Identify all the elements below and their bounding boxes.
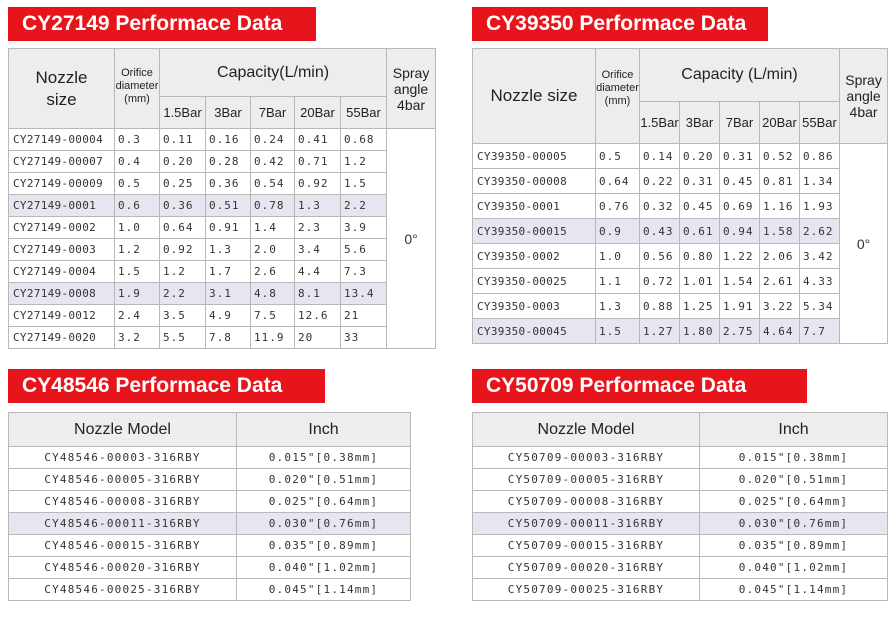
pressure-header: 55Bar bbox=[341, 97, 387, 129]
nozzle-size-cell: CY27149-0020 bbox=[9, 327, 115, 349]
cy50709-performance-table bbox=[472, 412, 888, 601]
capacity-cell: 0.80 bbox=[680, 244, 720, 269]
capacity-cell: 2.2 bbox=[341, 195, 387, 217]
nozzle-size-cell: CY39350-0003 bbox=[473, 294, 596, 319]
capacity-header: Capacity (L/min) bbox=[640, 49, 840, 102]
table-row bbox=[9, 173, 436, 195]
capacity-cell: 1.5 bbox=[341, 173, 387, 195]
nozzle-size-cell: CY39350-00008 bbox=[473, 169, 596, 194]
capacity-cell: 4.4 bbox=[295, 261, 341, 283]
nozzle-size-cell: CY27149-0012 bbox=[9, 305, 115, 327]
table-row bbox=[9, 469, 411, 491]
table-row bbox=[473, 169, 888, 194]
capacity-cell: 1.3 bbox=[206, 239, 251, 261]
cy50709-title: CY50709 Performace Data bbox=[472, 369, 807, 403]
orifice-diameter-header: Orifice diameter (mm) bbox=[115, 49, 160, 129]
capacity-cell: 0.52 bbox=[760, 144, 800, 169]
orifice-cell: 0.76 bbox=[596, 194, 640, 219]
capacity-header: Capacity(L/min) bbox=[160, 49, 387, 97]
capacity-cell: 0.11 bbox=[160, 129, 206, 151]
table-row bbox=[9, 447, 411, 469]
capacity-cell: 3.9 bbox=[341, 217, 387, 239]
capacity-cell: 2.0 bbox=[251, 239, 295, 261]
capacity-cell: 1.54 bbox=[720, 269, 760, 294]
capacity-cell: 2.62 bbox=[800, 219, 840, 244]
capacity-cell: 1.80 bbox=[680, 319, 720, 344]
capacity-cell: 1.2 bbox=[341, 151, 387, 173]
pressure-header: 20Bar bbox=[760, 102, 800, 144]
table-row bbox=[473, 557, 888, 579]
pressure-header: 20Bar bbox=[295, 97, 341, 129]
nozzle-size-cell: CY27149-0001 bbox=[9, 195, 115, 217]
capacity-cell: 1.58 bbox=[760, 219, 800, 244]
nozzle-size-cell: CY39350-0001 bbox=[473, 194, 596, 219]
table-row bbox=[9, 305, 436, 327]
table-row bbox=[9, 283, 436, 305]
table-row bbox=[473, 219, 888, 244]
capacity-cell: 2.61 bbox=[760, 269, 800, 294]
capacity-cell: 1.7 bbox=[206, 261, 251, 283]
table-row bbox=[9, 557, 411, 579]
nozzle-size-cell: CY27149-0003 bbox=[9, 239, 115, 261]
capacity-cell: 2.06 bbox=[760, 244, 800, 269]
capacity-cell: 1.01 bbox=[680, 269, 720, 294]
capacity-cell: 0.28 bbox=[206, 151, 251, 173]
capacity-cell: 0.78 bbox=[251, 195, 295, 217]
cy39350-performance-table bbox=[472, 48, 888, 344]
orifice-cell: 0.4 bbox=[115, 151, 160, 173]
pressure-header: 3Bar bbox=[680, 102, 720, 144]
nozzle-size-cell: CY27149-00009 bbox=[9, 173, 115, 195]
table-row bbox=[9, 129, 436, 151]
pressure-header: 1.5Bar bbox=[160, 97, 206, 129]
capacity-cell: 0.92 bbox=[160, 239, 206, 261]
pressure-header: 55Bar bbox=[800, 102, 840, 144]
table-row bbox=[9, 579, 411, 601]
capacity-cell: 2.2 bbox=[160, 283, 206, 305]
orifice-diameter-header: Orifice diameter (mm) bbox=[596, 49, 640, 144]
capacity-cell: 1.93 bbox=[800, 194, 840, 219]
orifice-cell: 1.3 bbox=[596, 294, 640, 319]
capacity-cell: 0.51 bbox=[206, 195, 251, 217]
spray-angle-cell: 0° bbox=[840, 144, 888, 344]
inch-cell: 0.030"[0.76mm] bbox=[237, 513, 411, 535]
nozzle-model-cell: CY50709-00020-316RBY bbox=[473, 557, 700, 579]
capacity-cell: 0.32 bbox=[640, 194, 680, 219]
nozzle-model-cell: CY48546-00005-316RBY bbox=[9, 469, 237, 491]
nozzle-model-cell: CY50709-00008-316RBY bbox=[473, 491, 700, 513]
capacity-cell: 4.33 bbox=[800, 269, 840, 294]
table-row bbox=[9, 195, 436, 217]
orifice-cell: 3.2 bbox=[115, 327, 160, 349]
capacity-cell: 7.8 bbox=[206, 327, 251, 349]
capacity-cell: 5.34 bbox=[800, 294, 840, 319]
capacity-cell: 1.22 bbox=[720, 244, 760, 269]
orifice-cell: 0.3 bbox=[115, 129, 160, 151]
cy48546-performance-table bbox=[8, 412, 411, 601]
inch-cell: 0.020"[0.51mm] bbox=[237, 469, 411, 491]
nozzle-model-cell: CY48546-00003-316RBY bbox=[9, 447, 237, 469]
capacity-cell: 0.45 bbox=[720, 169, 760, 194]
capacity-cell: 0.68 bbox=[341, 129, 387, 151]
table-row bbox=[473, 535, 888, 557]
orifice-cell: 1.9 bbox=[115, 283, 160, 305]
capacity-cell: 4.9 bbox=[206, 305, 251, 327]
pressure-header: 7Bar bbox=[251, 97, 295, 129]
capacity-cell: 0.16 bbox=[206, 129, 251, 151]
orifice-cell: 1.5 bbox=[596, 319, 640, 344]
inch-cell: 0.035"[0.89mm] bbox=[700, 535, 888, 557]
table-row bbox=[9, 535, 411, 557]
table-row bbox=[473, 469, 888, 491]
nozzle-size-cell: CY27149-00007 bbox=[9, 151, 115, 173]
nozzle-model-cell: CY48546-00015-316RBY bbox=[9, 535, 237, 557]
cy48546-title: CY48546 Performace Data bbox=[8, 369, 325, 403]
nozzle-size-cell: CY27149-00004 bbox=[9, 129, 115, 151]
table-row bbox=[473, 513, 888, 535]
capacity-cell: 2.6 bbox=[251, 261, 295, 283]
nozzle-model-cell: CY48546-00025-316RBY bbox=[9, 579, 237, 601]
capacity-cell: 0.54 bbox=[251, 173, 295, 195]
inch-cell: 0.020"[0.51mm] bbox=[700, 469, 888, 491]
capacity-cell: 4.8 bbox=[251, 283, 295, 305]
table-row bbox=[473, 244, 888, 269]
table-row bbox=[473, 194, 888, 219]
nozzle-model-header: Nozzle Model bbox=[473, 413, 700, 447]
capacity-cell: 8.1 bbox=[295, 283, 341, 305]
nozzle-model-header: Nozzle Model bbox=[9, 413, 237, 447]
inch-cell: 0.025"[0.64mm] bbox=[237, 491, 411, 513]
capacity-cell: 1.91 bbox=[720, 294, 760, 319]
table-row bbox=[9, 151, 436, 173]
inch-cell: 0.040"[1.02mm] bbox=[237, 557, 411, 579]
capacity-cell: 33 bbox=[341, 327, 387, 349]
capacity-cell: 0.69 bbox=[720, 194, 760, 219]
capacity-cell: 0.61 bbox=[680, 219, 720, 244]
table-row bbox=[9, 217, 436, 239]
cy27149-performance-table bbox=[8, 48, 436, 349]
capacity-cell: 0.71 bbox=[295, 151, 341, 173]
capacity-cell: 7.3 bbox=[341, 261, 387, 283]
capacity-cell: 4.64 bbox=[760, 319, 800, 344]
cy39350-title: CY39350 Performace Data bbox=[472, 7, 768, 41]
capacity-cell: 0.31 bbox=[720, 144, 760, 169]
capacity-cell: 0.25 bbox=[160, 173, 206, 195]
table-row bbox=[9, 491, 411, 513]
capacity-cell: 0.91 bbox=[206, 217, 251, 239]
table-row bbox=[473, 269, 888, 294]
nozzle-size-cell: CY27149-0004 bbox=[9, 261, 115, 283]
table-row bbox=[473, 144, 888, 169]
capacity-cell: 5.6 bbox=[341, 239, 387, 261]
nozzle-model-cell: CY50709-00011-316RBY bbox=[473, 513, 700, 535]
nozzle-size-cell: CY39350-00005 bbox=[473, 144, 596, 169]
capacity-cell: 1.3 bbox=[295, 195, 341, 217]
capacity-cell: 0.81 bbox=[760, 169, 800, 194]
capacity-cell: 12.6 bbox=[295, 305, 341, 327]
nozzle-size-cell: CY39350-00015 bbox=[473, 219, 596, 244]
pressure-header: 7Bar bbox=[720, 102, 760, 144]
capacity-cell: 2.75 bbox=[720, 319, 760, 344]
capacity-cell: 0.43 bbox=[640, 219, 680, 244]
inch-cell: 0.035"[0.89mm] bbox=[237, 535, 411, 557]
orifice-cell: 1.1 bbox=[596, 269, 640, 294]
capacity-cell: 20 bbox=[295, 327, 341, 349]
orifice-cell: 0.9 bbox=[596, 219, 640, 244]
capacity-cell: 7.7 bbox=[800, 319, 840, 344]
table-row bbox=[473, 319, 888, 344]
nozzle-size-header: Nozzle size bbox=[473, 49, 596, 144]
orifice-cell: 1.2 bbox=[115, 239, 160, 261]
capacity-cell: 0.56 bbox=[640, 244, 680, 269]
inch-cell: 0.025"[0.64mm] bbox=[700, 491, 888, 513]
capacity-cell: 0.94 bbox=[720, 219, 760, 244]
inch-cell: 0.040"[1.02mm] bbox=[700, 557, 888, 579]
capacity-cell: 2.3 bbox=[295, 217, 341, 239]
inch-header: Inch bbox=[700, 413, 888, 447]
table-row bbox=[473, 491, 888, 513]
capacity-cell: 3.42 bbox=[800, 244, 840, 269]
capacity-cell: 0.20 bbox=[160, 151, 206, 173]
orifice-cell: 0.5 bbox=[596, 144, 640, 169]
spray-angle-header: Spray angle 4bar bbox=[840, 49, 888, 144]
table-row bbox=[473, 579, 888, 601]
pressure-header: 3Bar bbox=[206, 97, 251, 129]
cy27149-title: CY27149 Performace Data bbox=[8, 7, 316, 41]
capacity-cell: 0.36 bbox=[160, 195, 206, 217]
inch-cell: 0.045"[1.14mm] bbox=[237, 579, 411, 601]
capacity-cell: 11.9 bbox=[251, 327, 295, 349]
orifice-cell: 0.64 bbox=[596, 169, 640, 194]
table-row bbox=[9, 513, 411, 535]
capacity-cell: 3.22 bbox=[760, 294, 800, 319]
orifice-cell: 1.0 bbox=[596, 244, 640, 269]
capacity-cell: 0.14 bbox=[640, 144, 680, 169]
capacity-cell: 0.86 bbox=[800, 144, 840, 169]
inch-cell: 0.015"[0.38mm] bbox=[700, 447, 888, 469]
capacity-cell: 1.2 bbox=[160, 261, 206, 283]
orifice-cell: 1.5 bbox=[115, 261, 160, 283]
capacity-cell: 0.20 bbox=[680, 144, 720, 169]
nozzle-model-cell: CY50709-00003-316RBY bbox=[473, 447, 700, 469]
nozzle-size-header: Nozzle size bbox=[9, 49, 115, 129]
spray-angle-cell: 0° bbox=[387, 129, 436, 349]
capacity-cell: 1.27 bbox=[640, 319, 680, 344]
inch-cell: 0.015"[0.38mm] bbox=[237, 447, 411, 469]
table-row bbox=[9, 261, 436, 283]
orifice-cell: 2.4 bbox=[115, 305, 160, 327]
capacity-cell: 0.31 bbox=[680, 169, 720, 194]
orifice-cell: 0.6 bbox=[115, 195, 160, 217]
inch-cell: 0.045"[1.14mm] bbox=[700, 579, 888, 601]
nozzle-size-cell: CY39350-00025 bbox=[473, 269, 596, 294]
table-row bbox=[9, 239, 436, 261]
nozzle-model-cell: CY48546-00020-316RBY bbox=[9, 557, 237, 579]
capacity-cell: 0.24 bbox=[251, 129, 295, 151]
capacity-cell: 0.22 bbox=[640, 169, 680, 194]
capacity-cell: 1.34 bbox=[800, 169, 840, 194]
capacity-cell: 3.1 bbox=[206, 283, 251, 305]
nozzle-size-cell: CY39350-0002 bbox=[473, 244, 596, 269]
capacity-cell: 5.5 bbox=[160, 327, 206, 349]
capacity-cell: 13.4 bbox=[341, 283, 387, 305]
capacity-cell: 0.42 bbox=[251, 151, 295, 173]
capacity-cell: 0.72 bbox=[640, 269, 680, 294]
table-row bbox=[9, 327, 436, 349]
table-row bbox=[473, 294, 888, 319]
capacity-cell: 7.5 bbox=[251, 305, 295, 327]
nozzle-size-cell: CY39350-00045 bbox=[473, 319, 596, 344]
nozzle-model-cell: CY50709-00025-316RBY bbox=[473, 579, 700, 601]
nozzle-model-cell: CY48546-00008-316RBY bbox=[9, 491, 237, 513]
table-row bbox=[473, 447, 888, 469]
nozzle-model-cell: CY50709-00005-316RBY bbox=[473, 469, 700, 491]
orifice-cell: 0.5 bbox=[115, 173, 160, 195]
capacity-cell: 0.41 bbox=[295, 129, 341, 151]
nozzle-size-cell: CY27149-0008 bbox=[9, 283, 115, 305]
capacity-cell: 1.4 bbox=[251, 217, 295, 239]
nozzle-model-cell: CY48546-00011-316RBY bbox=[9, 513, 237, 535]
capacity-cell: 0.88 bbox=[640, 294, 680, 319]
inch-cell: 0.030"[0.76mm] bbox=[700, 513, 888, 535]
capacity-cell: 3.4 bbox=[295, 239, 341, 261]
capacity-cell: 0.45 bbox=[680, 194, 720, 219]
pressure-header: 1.5Bar bbox=[640, 102, 680, 144]
capacity-cell: 1.16 bbox=[760, 194, 800, 219]
capacity-cell: 21 bbox=[341, 305, 387, 327]
capacity-cell: 0.36 bbox=[206, 173, 251, 195]
spray-angle-header: Spray angle 4bar bbox=[387, 49, 436, 129]
capacity-cell: 3.5 bbox=[160, 305, 206, 327]
nozzle-model-cell: CY50709-00015-316RBY bbox=[473, 535, 700, 557]
capacity-cell: 0.64 bbox=[160, 217, 206, 239]
inch-header: Inch bbox=[237, 413, 411, 447]
capacity-cell: 0.92 bbox=[295, 173, 341, 195]
nozzle-size-cell: CY27149-0002 bbox=[9, 217, 115, 239]
capacity-cell: 1.25 bbox=[680, 294, 720, 319]
orifice-cell: 1.0 bbox=[115, 217, 160, 239]
